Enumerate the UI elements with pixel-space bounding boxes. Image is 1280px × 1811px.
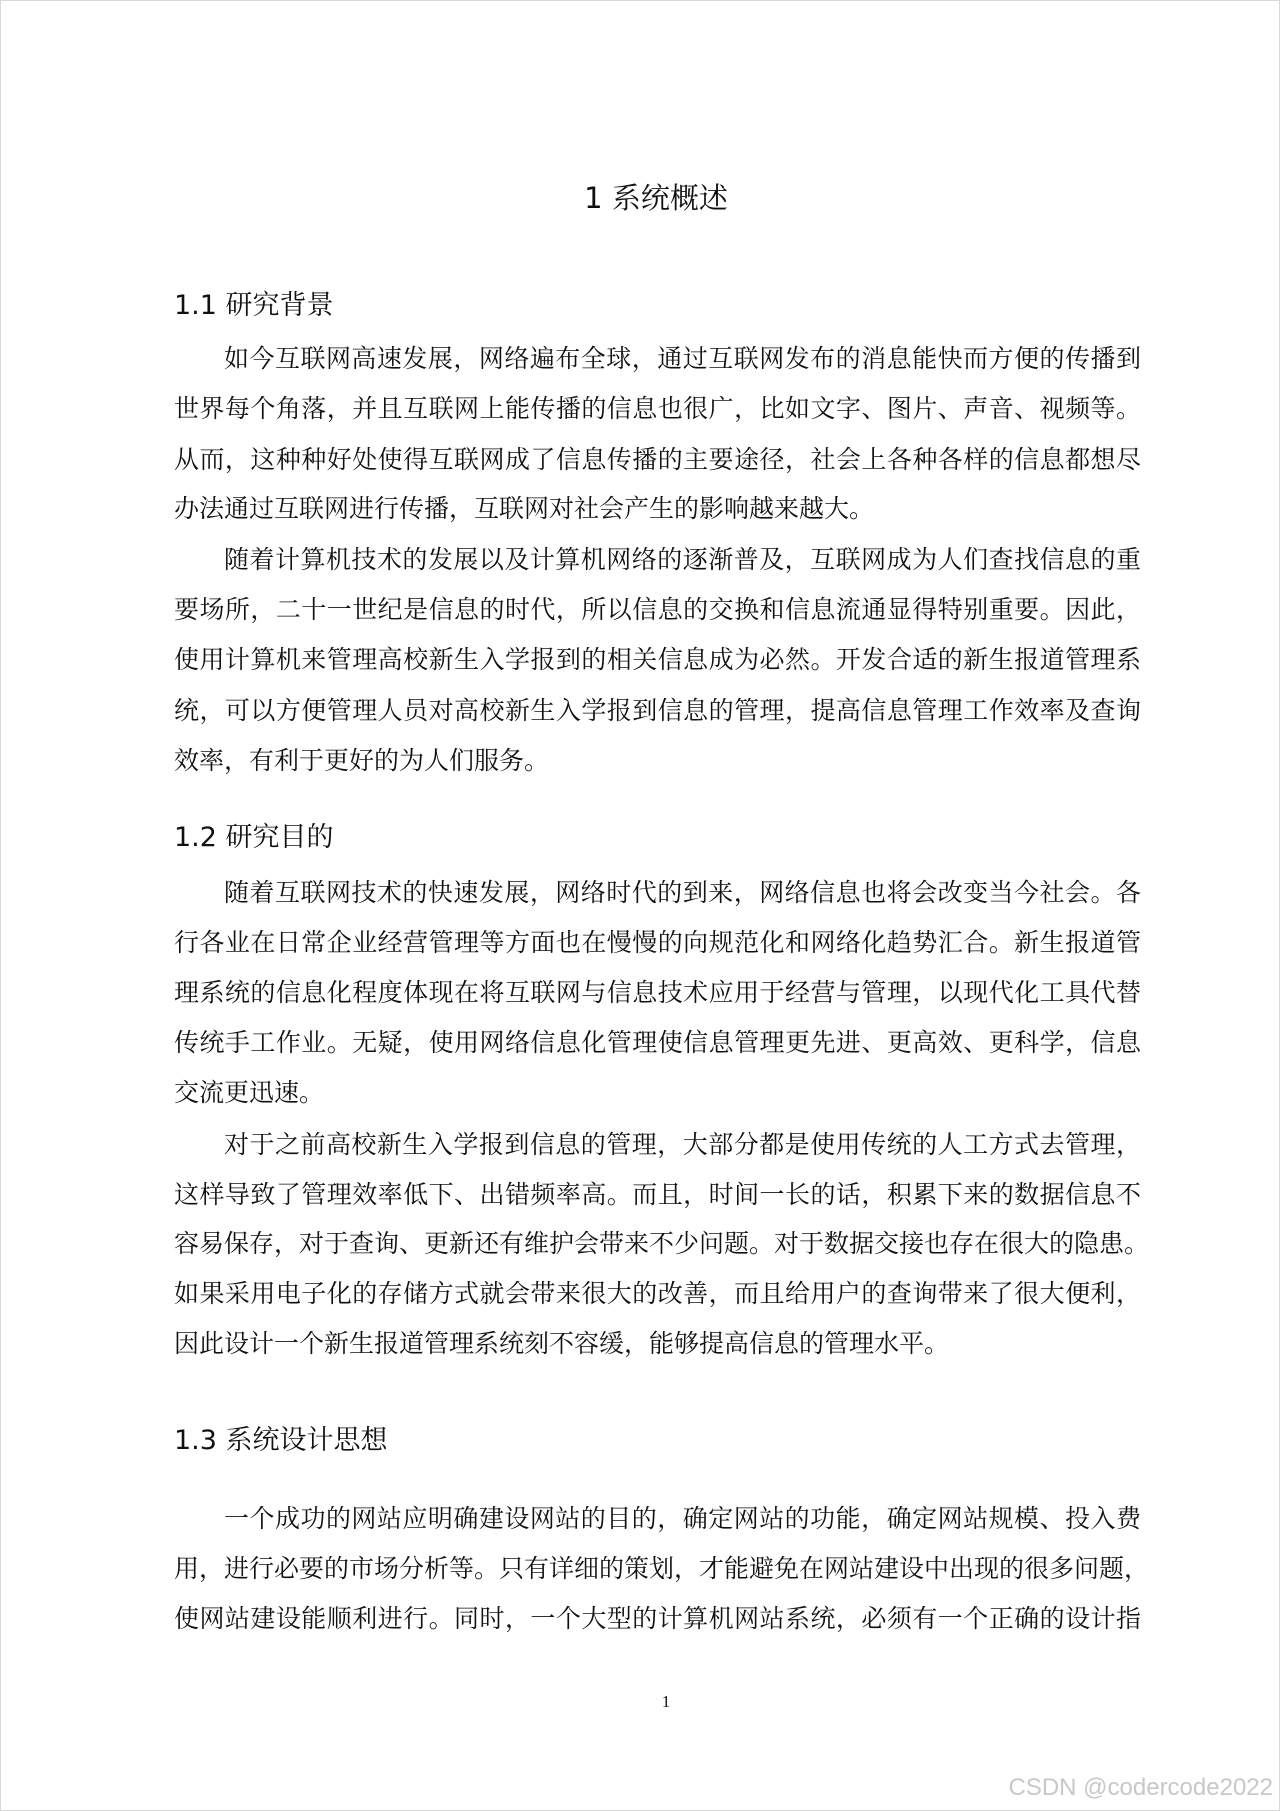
paragraph-line: 统，可以方便管理人员对高校新生入学报到信息的管理，提高信息管理工作效率及查询 <box>174 698 1141 725</box>
paragraph-line: 一个成功的网站应明确建设网站的目的，确定网站的功能，确定网站规模、投入费 <box>224 1506 1141 1533</box>
paragraph-line: 使用计算机来管理高校新生入学报到的相关信息成为必然。开发合适的新生报道管理系 <box>174 647 1141 674</box>
paragraph-line: 理系统的信息化程度体现在将互联网与信息技术应用于经营与管理，以现代化工具代替 <box>174 980 1141 1007</box>
paragraph-line: 如果采用电子化的存储方式就会带来很大的改善，而且给用户的查询带来了很大便利， <box>174 1281 1141 1308</box>
paragraph-line: 对于之前高校新生入学报到信息的管理，大部分都是使用传统的人工方式去管理， <box>224 1132 1141 1159</box>
watermark: CSDN @codercode2022 <box>1008 1774 1273 1801</box>
page-number: 1 <box>661 1692 671 1711</box>
paragraph-line: 随着计算机技术的发展以及计算机网络的逐渐普及，互联网成为人们查找信息的重 <box>224 547 1141 574</box>
chapter-title: 1 系统概述 <box>584 181 728 215</box>
paragraph-line: 因此设计一个新生报道管理系统刻不容缓，能够提高信息的管理水平。 <box>174 1331 950 1358</box>
paragraph-line: 从而，这种种好处使得互联网成了信息传播的主要途径，社会上各种各样的信息都想尽 <box>174 447 1141 474</box>
paragraph-line: 行各业在日常企业经营管理等方面也在慢慢的向规范化和网络化趋势汇合。新生报道管 <box>174 930 1141 957</box>
section-heading: 1.3 系统设计思想 <box>174 1425 388 1456</box>
paragraph-line: 要场所，二十一世纪是信息的时代，所以信息的交换和信息流通显得特别重要。因此， <box>174 597 1141 624</box>
paragraph-line: 随着互联网技术的快速发展，网络时代的到来，网络信息也将会改变当今社会。各 <box>224 880 1141 907</box>
paragraph-line: 这样导致了管理效率低下、出错频率高。而且，时间一长的话，积累下来的数据信息不 <box>174 1182 1141 1209</box>
section-heading: 1.1 研究背景 <box>174 290 334 321</box>
paragraph-line: 效率，有利于更好的为人们服务。 <box>174 748 550 775</box>
paragraph-line: 交流更迅速。 <box>174 1080 325 1107</box>
paragraph-line: 传统手工作业。无疑，使用网络信息化管理使信息管理更先进、更高效、更科学，信息 <box>174 1030 1141 1057</box>
section-heading: 1.2 研究目的 <box>174 822 334 853</box>
paragraph-line: 世界每个角落，并且互联网上能传播的信息也很广，比如文字、图片、声音、视频等。 <box>174 396 1141 423</box>
paragraph-line: 使网站建设能顺利进行。同时，一个大型的计算机网站系统，必须有一个正确的设计指 <box>174 1606 1141 1633</box>
paragraph-line: 办法通过互联网进行传播，互联网对社会产生的影响越来越大。 <box>174 496 875 523</box>
paragraph-line: 容易保存，对于查询、更新还有维护会带来不少问题。对于数据交接也存在很大的隐患。 <box>174 1231 1150 1258</box>
paragraph-line: 用，进行必要的市场分析等。只有详细的策划，才能避免在网站建设中出现的很多问题， <box>174 1556 1150 1583</box>
paragraph-line: 如今互联网高速发展，网络遍布全球，通过互联网发布的消息能快而方便的传播到 <box>224 346 1141 373</box>
